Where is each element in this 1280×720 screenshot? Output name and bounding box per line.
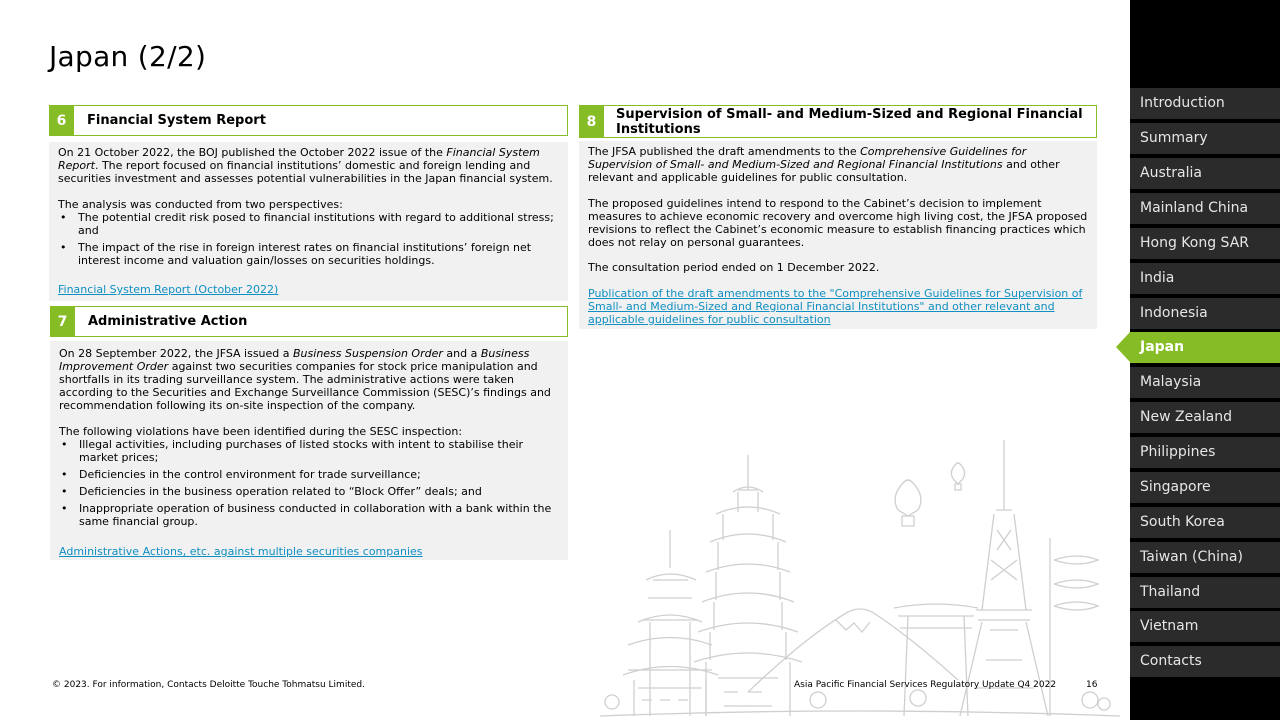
list-item: • The potential credit risk posed to financial institutions with regard to additional stress; and xyxy=(58,211,559,237)
list-item: • Deficiencies in the business operation related to “Block Offer” deals; and xyxy=(59,485,559,498)
section-body xyxy=(50,341,568,560)
nav-item-malaysia[interactable]: Malaysia xyxy=(1130,367,1280,398)
paragraph: The proposed guidelines intend to respond to the Cabinet’s decision to implement measures to achieve economic recovery and overcome high living cost, the JFSA proposed revisions to reflect the Cabinet’s economic measure to establish financing practices which does not relay on personal guarantees. xyxy=(588,197,1088,249)
bullet-list xyxy=(58,211,559,267)
paragraph: The analysis was conducted from two perspectives: xyxy=(58,198,343,211)
nav-item-japan[interactable]: Japan xyxy=(1130,332,1280,363)
nav-item-philippines[interactable]: Philippines xyxy=(1130,437,1280,468)
section-header xyxy=(50,306,568,337)
nav-item-south-korea[interactable]: South Korea xyxy=(1130,507,1280,538)
nav-item-new-zealand[interactable]: New Zealand xyxy=(1130,402,1280,433)
nav-item-mainland-china[interactable]: Mainland China xyxy=(1130,193,1280,224)
section-number-badge: 8 xyxy=(579,105,604,138)
nav-item-indonesia[interactable]: Indonesia xyxy=(1130,298,1280,329)
section-header xyxy=(49,105,568,136)
administrative-action-section xyxy=(50,306,568,560)
nav-item-taiwan-china[interactable]: Taiwan (China) xyxy=(1130,542,1280,573)
nav-item-australia[interactable]: Australia xyxy=(1130,158,1280,189)
financial-system-report-link[interactable]: Financial System Report (October 2022) xyxy=(58,283,279,296)
bullet-list xyxy=(59,438,559,528)
section-body xyxy=(579,141,1097,329)
nav-item-thailand[interactable]: Thailand xyxy=(1130,577,1280,608)
paragraph: The consultation period ended on 1 December 2022. xyxy=(588,261,880,274)
list-item: • Deficiencies in the control environment for trade surveillance; xyxy=(59,468,559,481)
page-number: 16 xyxy=(1086,680,1098,690)
section-number-badge: 7 xyxy=(50,306,75,337)
list-item: • Illegal activities, including purchases of listed stocks with intent to stabilise their market prices; xyxy=(59,438,559,464)
paragraph: The JFSA published the draft amendments to the Comprehensive Guidelines for Supervision of Small- and Medium-Sized and Regional Financial Institutions and other relevant and applicable guidelines for public consultation. xyxy=(588,145,1060,184)
section-number-badge: 6 xyxy=(49,105,74,136)
nav-item-introduction[interactable]: Introduction xyxy=(1130,88,1280,119)
list-item: • The impact of the rise in foreign interest rates on financial institutions’ foreign net interest income and valuation gain/losses on securities holdings. xyxy=(58,241,559,267)
administrative-actions-link[interactable]: Administrative Actions, etc. against multiple securities companies xyxy=(59,545,423,558)
nav-item-contacts[interactable]: Contacts xyxy=(1130,646,1280,677)
paragraph: The following violations have been identified during the SESC inspection: xyxy=(59,425,463,438)
paragraph: On 28 September 2022, the JFSA issued a Business Suspension Order and a Business Improvement Order against two securities companies for stock price manipulation and shortfalls in its trading surveillance system. The administrative actions were taken according to the Securities and Exchange Surveillance Commission (SESC)’s findings and recommendation following its on-site inspection of the company. xyxy=(59,347,551,412)
active-nav-pointer xyxy=(1116,332,1130,362)
section-title: Supervision of Small- and Medium-Sized and Regional Financial Institutions xyxy=(616,107,1083,137)
supervision-guidelines-section xyxy=(579,105,1097,329)
list-item: • Inappropriate operation of business conducted in collaboration with a bank within the same financial group. xyxy=(59,502,559,528)
section-header xyxy=(579,105,1097,138)
nav-item-hong-kong-sar[interactable]: Hong Kong SAR xyxy=(1130,228,1280,259)
section-body xyxy=(49,142,568,301)
paragraph: On 21 October 2022, the BOJ published the October 2022 issue of the Financial System Report. The report focused on financial institutions’ domestic and foreign lending and securities investment and assesses potential vulnerabilities in the Japan financial system. xyxy=(58,146,553,185)
draft-amendments-link[interactable]: Publication of the draft amendments to the "Comprehensive Guidelines for Supervision of Small- and Medium-Sized and Regional Financial Institutions" and other relevant and applicable guidelines for public consultation xyxy=(588,287,1083,326)
nav-item-india[interactable]: India xyxy=(1130,263,1280,294)
section-title: Administrative Action xyxy=(88,314,248,329)
section-title: Financial System Report xyxy=(87,113,266,128)
financial-system-report-section xyxy=(49,105,568,301)
page-title: Japan (2/2) xyxy=(49,40,207,73)
nav-item-vietnam[interactable]: Vietnam xyxy=(1130,611,1280,642)
footer-copyright: © 2023. For information, Contacts Deloitte Touche Tohmatsu Limited. xyxy=(52,680,365,690)
footer-document-title: Asia Pacific Financial Services Regulatory Update Q4 2022 xyxy=(794,680,1057,690)
japan-landmarks-illustration xyxy=(598,430,1124,720)
nav-item-singapore[interactable]: Singapore xyxy=(1130,472,1280,503)
nav-item-summary[interactable]: Summary xyxy=(1130,123,1280,154)
